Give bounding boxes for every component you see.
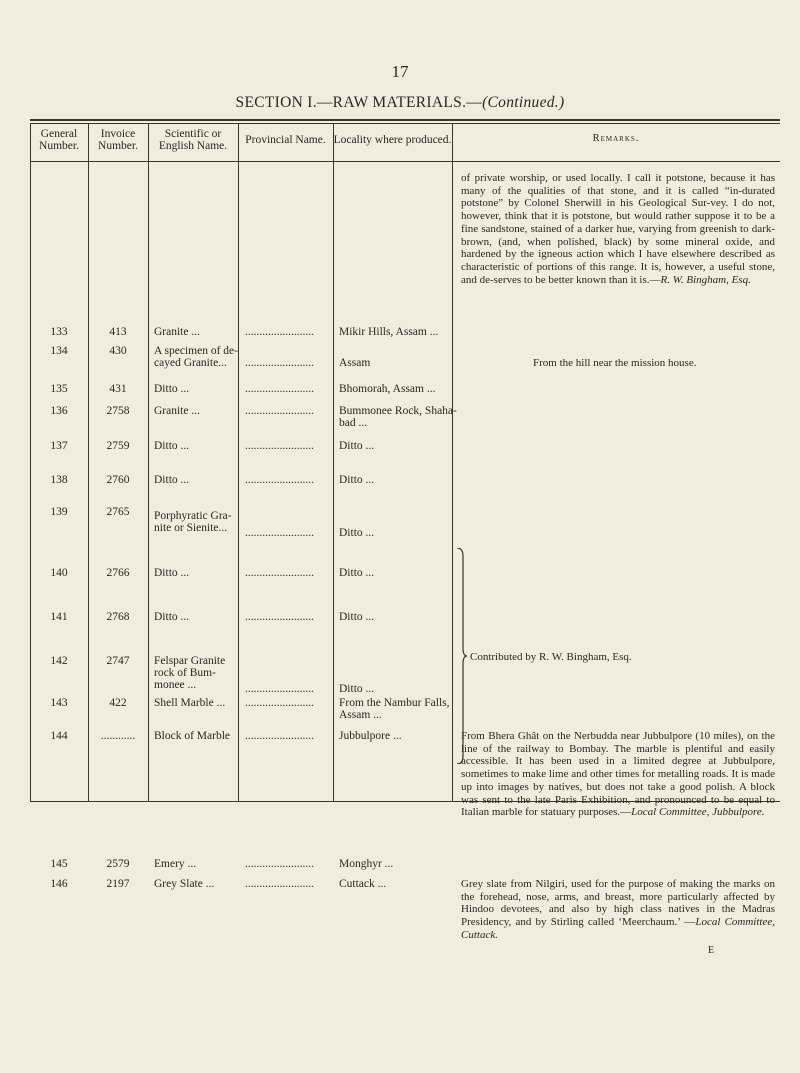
scientific-name: Shell Marble ... (154, 697, 226, 709)
general-number: 138 (50, 474, 68, 486)
header-locality: Locality where produced. (333, 134, 452, 146)
invoice-number: 2765 (106, 506, 130, 518)
general-number: 140 (50, 567, 68, 579)
invoice-number: 2579 (106, 858, 130, 870)
provincial-name: ........................ (245, 697, 314, 709)
invoice-number: 422 (109, 697, 127, 709)
page-number: 17 (391, 62, 409, 81)
section-title (0, 94, 800, 112)
scientific-name: Ditto ... (154, 567, 190, 579)
provincial-name: ........................ (245, 730, 314, 742)
marble-remark (461, 730, 775, 819)
invoice-number: 2768 (106, 611, 130, 623)
scientific-name: Ditto ... (154, 474, 190, 486)
general-number: 144 (50, 730, 68, 742)
general-number: 135 (50, 383, 68, 395)
general-number: 141 (50, 611, 68, 623)
slate-remark-signature: Local Committee, Cuttack. (461, 916, 775, 941)
marble-remark-signature: Local Committee, Jubbulpore. (631, 806, 765, 819)
general-number: 143 (50, 697, 68, 709)
table-top-rule-thin (30, 123, 780, 124)
scientific-name: A specimen of de- (154, 345, 238, 357)
header-rule (30, 161, 780, 162)
scientific-name-cont: cayed Granite... (154, 357, 227, 369)
provincial-name: ........................ (245, 440, 314, 452)
scientific-name: Granite ... (154, 405, 200, 417)
column-divider (148, 124, 149, 802)
scientific-name: Grey Slate ... (154, 878, 215, 890)
general-number: 146 (50, 878, 68, 890)
provincial-name: ........................ (245, 405, 314, 417)
table-top-rule (30, 119, 780, 121)
scientific-name-cont: rock of Bum- (154, 667, 216, 679)
locality: Assam (339, 357, 371, 369)
locality: Mikir Hills, Assam ... (339, 326, 439, 338)
intro-remark-text: of private worship, or used locally. I call it potstone, because it has many of the qualities of that stone, and it is called “in-durated potstone” by Colonel Sherwill in his Geological Sur-vey. I do not, however, think that it is potstone, but would rather suppose it to be a fine sandstone, stained of a darker hue, varying from greenish to dark-brown, (and, when polished, black) by some mineral oxide, and hardened by the igneous action which I have elsewhere described as characteristic of portions of this range. It is, however, a useful stone, and de-serves to be better known than it is.— (461, 172, 775, 286)
locality: Ditto ... (339, 611, 375, 623)
provincial-name: ........................ (245, 383, 314, 395)
general-number: 136 (50, 405, 68, 417)
locality-cont: Assam ... (339, 709, 382, 721)
general-number: 137 (50, 440, 68, 452)
general-number: 139 (50, 506, 68, 518)
scientific-name-cont: monee ... (154, 679, 197, 691)
general-number: 145 (50, 858, 68, 870)
provincial-name: ........................ (245, 527, 314, 539)
invoice-number: 413 (109, 326, 127, 338)
remark: From the hill near the mission house. (533, 357, 697, 369)
signature-mark: E (708, 945, 715, 956)
marble-remark-text: From Bhera Ghât on the Nerbudda near Jubbulpore (10 miles), on the line of the railway to Bombay. The marble is plentiful and easily accessible. It has been used in a limited degree at Jubbulpore, sometimes to make lime and other times for metalling roads. It is made up into images by natives, but does not take a good polish. A block was sent to the late Paris Exhibition, and pronounced to be equal to Italian marble for statuary purposes.— (461, 730, 775, 819)
locality: From the Nambur Falls, (339, 697, 450, 709)
provincial-name: ........................ (245, 474, 314, 486)
scientific-name: Ditto ... (154, 611, 190, 623)
scientific-name: Felspar Granite (154, 655, 226, 667)
section-title-main: SECTION I.—RAW MATERIALS.— (235, 94, 483, 111)
header-provincial-name: Provincial Name. (245, 134, 326, 146)
header-invoice-number: Invoice Number. (98, 128, 138, 152)
header-scientific-name: Scientific or English Name. (158, 128, 228, 152)
locality: Ditto ... (339, 683, 375, 695)
locality: Monghyr ... (339, 858, 394, 870)
locality: Ditto ... (339, 567, 375, 579)
section-title-suffix: (Continued.) (482, 94, 565, 111)
column-divider (238, 124, 239, 802)
invoice-number: 2197 (106, 878, 130, 890)
header-remarks: Remarks. (592, 133, 640, 144)
general-number: 133 (50, 326, 68, 338)
invoice-number: 2758 (106, 405, 130, 417)
general-number: 134 (50, 345, 68, 357)
intro-remark (461, 172, 775, 286)
locality: Ditto ... (339, 474, 375, 486)
locality: Jubbulpore ... (339, 730, 402, 742)
scientific-name-cont: nite or Sienite... (154, 522, 228, 534)
invoice-number: 2759 (106, 440, 130, 452)
locality: Cuttack ... (339, 878, 387, 890)
locality-cont: bad ... (339, 417, 368, 429)
locality: Bhomorah, Assam ... (339, 383, 436, 395)
scientific-name: Ditto ... (154, 383, 190, 395)
column-divider (333, 124, 334, 802)
invoice-number: ............ (100, 730, 136, 742)
intro-remark-signature: R. W. Bingham, Esq. (660, 273, 751, 286)
provincial-name: ........................ (245, 683, 314, 695)
locality: Ditto ... (339, 440, 375, 452)
slate-remark-text: Grey slate from Nilgiri, used for the purpose of making the marks on the forehead, nose, arms, and breast, more particularly affected by Hindoo devotees, and also by high class natives in the Madras Presidency, and by Stirling called ‘Meerchaum.’ — (461, 878, 775, 929)
general-number: 142 (50, 655, 68, 667)
scientific-name: Porphyratic Gra- (154, 510, 232, 522)
invoice-number: 430 (109, 345, 127, 357)
provincial-name: ........................ (245, 326, 314, 338)
scientific-name: Block of Marble (154, 730, 231, 742)
scientific-name: Emery ... (154, 858, 197, 870)
header-general-number: General Number. (39, 128, 79, 152)
provincial-name: ........................ (245, 878, 314, 890)
scientific-name: Ditto ... (154, 440, 190, 452)
provincial-name: ........................ (245, 567, 314, 579)
locality: Bummonee Rock, Shaha- (339, 405, 457, 417)
column-divider (452, 124, 453, 802)
provincial-name: ........................ (245, 357, 314, 369)
provincial-name: ........................ (245, 611, 314, 623)
locality: Ditto ... (339, 527, 375, 539)
scientific-name: Granite ... (154, 326, 200, 338)
brace-remark: Contributed by R. W. Bingham, Esq. (470, 651, 632, 663)
invoice-number: 431 (109, 383, 127, 395)
invoice-number: 2766 (106, 567, 130, 579)
provincial-name: ........................ (245, 858, 314, 870)
invoice-number: 2747 (106, 655, 130, 667)
invoice-number: 2760 (106, 474, 130, 486)
slate-remark (461, 878, 775, 942)
